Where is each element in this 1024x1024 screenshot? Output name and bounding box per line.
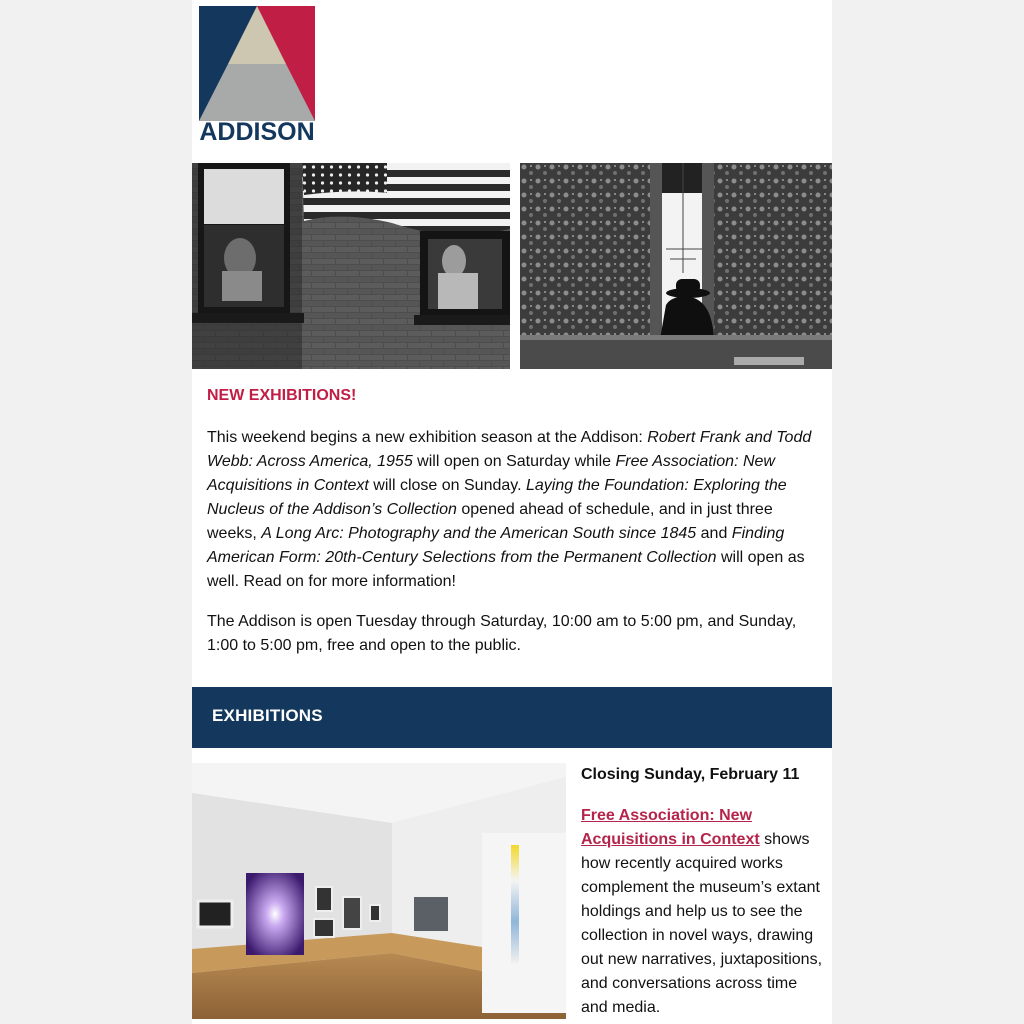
intro-text-segment: will open as well. Read on for more information! (207, 549, 805, 590)
hero-photo-diner[interactable] (520, 163, 832, 369)
exhibitions-section-header (192, 687, 832, 748)
closing-date: Closing Sunday, February 11 (581, 766, 800, 783)
exhibition-title-italic: Finding American Form: 20th-Century Selections from the Permanent Collection (207, 525, 785, 566)
exhibition-link-free-association[interactable]: Free Association: New Acquisitions in Context (581, 807, 760, 848)
gallery-photo-free-association[interactable] (192, 763, 566, 1019)
addison-logo[interactable] (199, 6, 315, 142)
logo-mark (199, 6, 315, 142)
exhibition-description (581, 804, 826, 1020)
logo-wordmark: ADDISON (199, 118, 315, 142)
exhibition-title-italic: A Long Arc: Photography and the American South since 1845 (261, 525, 697, 542)
exhibition-item-1 (581, 763, 826, 1020)
exhibition-title-italic: Laying the Foundation: Exploring the Nucleus of the Addison’s Collection (207, 477, 787, 518)
exhibition-description-text: shows how recently acquired works complement the museum’s extant holdings and help us to see the collection in novel ways, drawing out new narratives, juxtapositions, and conversations across time and media. (581, 831, 823, 1016)
exhibition-title-italic: Robert Frank and Todd Webb: Across America, 1955 (207, 429, 812, 470)
exhibitions-title: EXHIBITIONS (212, 706, 323, 725)
hours-paragraph: The Addison is open Tuesday through Saturday, 10:00 am to 5:00 pm, and Sunday, 1:00 to 5:00 pm, free and open to the public. (207, 613, 797, 654)
intro-text-segment: will open on Saturday while (412, 453, 616, 470)
intro-section (207, 384, 819, 674)
hero-photo-flag[interactable] (192, 163, 510, 369)
intro-text-segment: This weekend begins a new exhibition season at the Addison: (207, 429, 648, 446)
intro-text-segment: will close on Sunday. (368, 477, 526, 494)
exhibition-title-italic: Free Association: New Acquisitions in Context (207, 453, 775, 494)
intro-paragraph (207, 426, 819, 594)
intro-text-segment: opened ahead of schedule, and in just three weeks, (207, 501, 773, 542)
intro-text-segment: and (696, 525, 732, 542)
intro-heading: NEW EXHIBITIONS! (207, 387, 357, 404)
email-container (192, 0, 832, 1024)
